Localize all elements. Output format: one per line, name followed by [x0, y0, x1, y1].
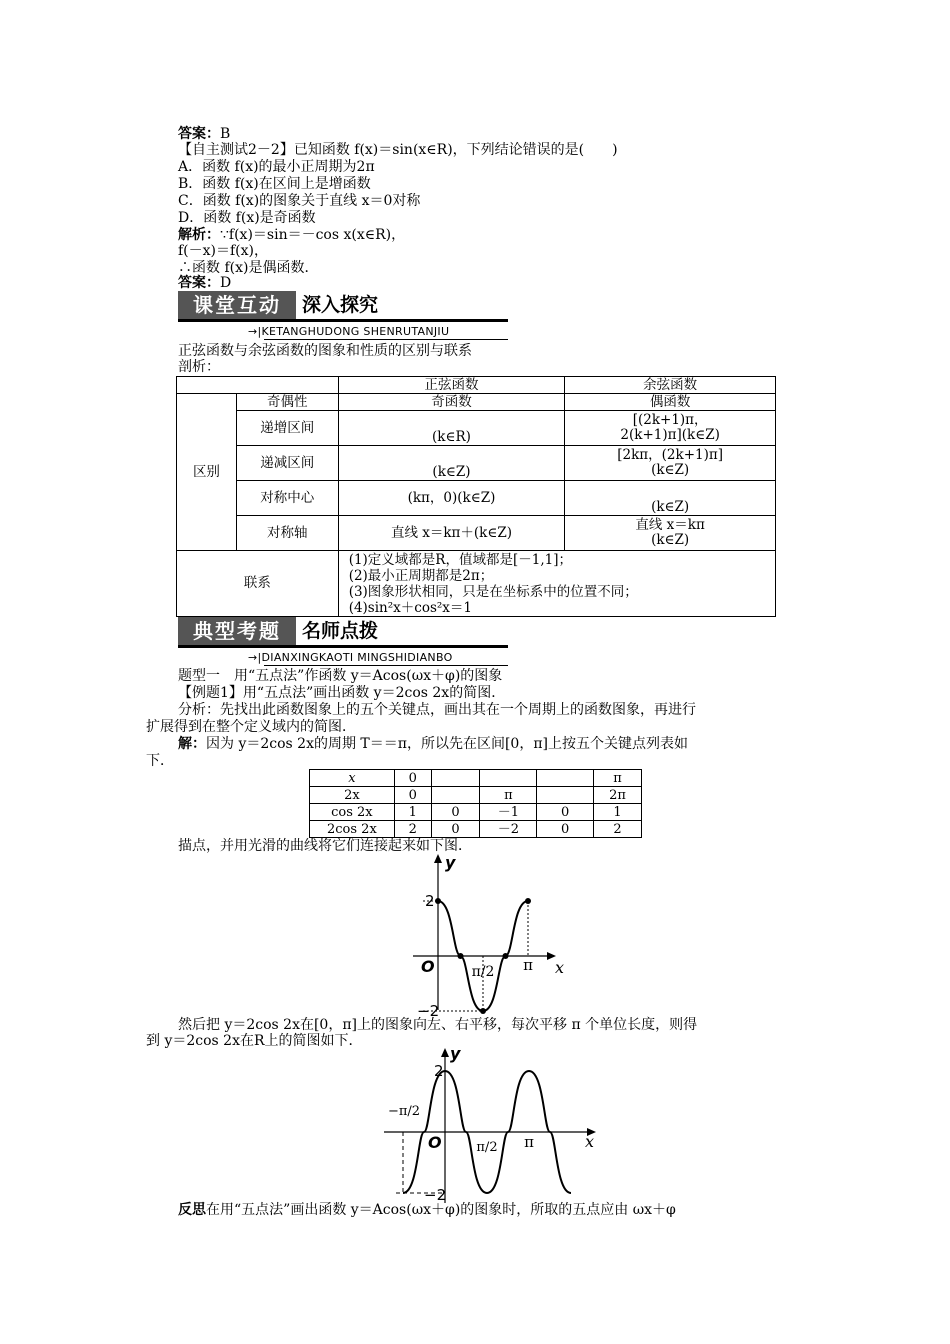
type-title: 题型一 用“五点法”作函数 y＝Acos(ωx＋φ)的图象 [178, 668, 503, 684]
table-cell [431, 770, 480, 787]
sin-cell: 直线 x＝kπ＋(k∈Z) [338, 516, 565, 551]
table-cell: 2cos 2x [310, 821, 395, 838]
table-cell [537, 787, 594, 804]
table-cell [431, 787, 480, 804]
table-cell: －1 [480, 804, 537, 821]
table-cell: 0 [537, 804, 594, 821]
tick-pi: π [524, 1133, 534, 1151]
table-cell: 2x [310, 787, 395, 804]
tick-pi: π [523, 956, 533, 974]
cos-cell-line: (k∈Z) [651, 462, 690, 478]
cos-cell-line: 直线 x＝kπ [635, 517, 705, 533]
link-label: 联系 [177, 551, 339, 617]
row-name: 递减区间 [236, 446, 338, 481]
y-axis-arrow [434, 854, 442, 863]
table-cell: cos 2x [310, 804, 395, 821]
solution-2: 下． [146, 753, 174, 769]
section-title: 正弦函数与余弦函数的图象和性质的区别与联系 [178, 343, 472, 359]
analysis-2: 扩展得到在整个定义域内的简图． [146, 719, 356, 735]
row-name: 奇偶性 [236, 394, 338, 411]
banner-subtitle: →|KETANGHUDONG SHENRUTANJIU [248, 325, 450, 338]
tick-pi-half: π/2 [476, 1140, 498, 1155]
banner-dark-label: 课堂互动 [178, 291, 296, 319]
origin-label: O [428, 1133, 442, 1152]
solution-1 [178, 736, 688, 752]
table-cell: π [480, 787, 537, 804]
answer-value: B [220, 126, 231, 142]
option-d: D．函数 f(x)是奇函数 [178, 210, 316, 226]
banner-light-label: 名师点拨 [302, 620, 379, 642]
tick-2: 2 [425, 892, 435, 910]
link-line: (1)定义域都是R，值域都是[－1,1]； [348, 551, 572, 568]
table-row [310, 821, 642, 838]
cos-cell [565, 411, 776, 446]
x-label: x [555, 958, 565, 977]
table-cell: x [310, 770, 395, 787]
section-banner-typical [178, 617, 508, 664]
tick-pi-half: π/2 [471, 964, 495, 980]
y-label: y [450, 1044, 461, 1063]
cos-cell-line: (k∈Z) [651, 532, 690, 548]
answer-value-2: D [220, 275, 232, 291]
answer-line-2 [178, 275, 231, 291]
table-cell: 0 [394, 770, 431, 787]
table-cell: 0 [431, 804, 480, 821]
link-line: (3)图象形状相同，只是在坐标系中的位置不同； [348, 583, 638, 600]
question-head: 【自主测试2－2】已知函数 f(x)＝sin(x∈R)，下列结论错误的是( ) [178, 142, 618, 158]
cos-cell-line: [2kπ，(2k+1)π] [617, 447, 724, 463]
reflect-label: 反思 [178, 1202, 206, 1218]
reflect-text: 在用“五点法”画出函数 y＝Acos(ωx＋φ)的图象时，所取的五点应由 ωx＋φ [206, 1202, 676, 1218]
origin-label: O [421, 957, 435, 976]
analysis-label: 解析： [178, 227, 220, 243]
answer-label: 答案： [178, 126, 220, 142]
table-cell: －2 [480, 821, 537, 838]
table-row [177, 481, 776, 516]
option-b: B．函数 f(x)在区间上是增函数 [178, 176, 371, 192]
table-row [310, 770, 642, 787]
table-cell [177, 377, 339, 394]
y-label: y [445, 853, 456, 872]
table-cell: 2 [394, 821, 431, 838]
link-line: (4)sin²x＋cos²x＝1 [348, 599, 473, 616]
analysis-line-3: ∴函数 f(x)是偶函数． [178, 260, 319, 276]
analysis-1: 分析：先找出此函数图象上的五个关键点，画出其在一个周期上的函数图象，再进行 [178, 702, 696, 718]
cos-cell [565, 516, 776, 551]
tick-neg2: −2 [424, 1186, 447, 1204]
cos-cell-line: [(2k+1)π， [632, 412, 708, 428]
answer-line-1 [178, 126, 230, 142]
banner-subrule [264, 339, 508, 340]
x-label: x [585, 1132, 595, 1151]
key-point [480, 1008, 486, 1014]
shift-text-2: 到 y＝2cos 2x在R上的简图如下． [146, 1033, 363, 1049]
banner-subtitle: →|DIANXINGKAOTI MINGSHIDIANBO [248, 651, 453, 664]
option-c: C．函数 f(x)的图象关于直线 x＝0对称 [178, 193, 421, 209]
example-title: 【例题1】用“五点法”画出函数 y＝2cos 2x的简图． [178, 685, 506, 701]
head-cos: 余弦函数 [565, 377, 776, 394]
analysis-line-1 [178, 227, 405, 243]
table-row [177, 411, 776, 446]
table-cell: 0 [537, 821, 594, 838]
group-label: 区别 [177, 394, 237, 551]
cos-cell [565, 446, 776, 481]
link-cell [338, 551, 775, 617]
graph-one-period [405, 850, 580, 1020]
section-analysis: 剖析： [178, 359, 220, 375]
table-cell: π [594, 770, 642, 787]
table-row [177, 551, 776, 617]
table-row [177, 377, 776, 394]
cos-cell: 偶函数 [565, 394, 776, 411]
table-cell [480, 770, 537, 787]
banner-light-label: 深入探究 [302, 294, 379, 316]
tick-neg-pi-half: −π/2 [387, 1104, 421, 1119]
solution-label: 解： [178, 736, 206, 752]
key-point [503, 953, 509, 959]
tick-neg2: −2 [417, 1002, 440, 1020]
row-name: 对称中心 [236, 481, 338, 516]
sin-cell: (k∈R) [338, 411, 565, 446]
sin-cell: 奇函数 [338, 394, 565, 411]
row-name: 递增区间 [236, 411, 338, 446]
point-table [309, 769, 642, 838]
analysis-text: ∵f(x)＝sin＝－cos x(x∈R)， [220, 227, 406, 243]
cos-cell-line: 2(k+1)π](k∈Z) [620, 427, 720, 443]
head-sin: 正弦函数 [338, 377, 565, 394]
answer-label-2: 答案： [178, 275, 220, 291]
cos-cell: (k∈Z) [565, 481, 776, 516]
table-row [177, 394, 776, 411]
banner-rule [178, 645, 508, 648]
table-row [310, 787, 642, 804]
banner-subrule [264, 665, 508, 666]
table-cell: 1 [394, 804, 431, 821]
table-cell: 2 [594, 821, 642, 838]
table-cell: 0 [431, 821, 480, 838]
table-row [177, 516, 776, 551]
graph-full-domain [378, 1043, 608, 1208]
table-row [177, 446, 776, 481]
table-cell: 0 [394, 787, 431, 804]
key-point [458, 953, 464, 959]
after-table-text: 描点，并用光滑的曲线将它们连接起来如下图． [178, 838, 472, 854]
shift-text-1: 然后把 y＝2cos 2x在[0，π]上的图象向左、右平移，每次平移 π 个单位长度，则得 [178, 1017, 698, 1033]
table-cell: 2π [594, 787, 642, 804]
tick-2: 2 [434, 1062, 444, 1080]
sin-cell: (k∈Z) [338, 446, 565, 481]
table-cell: 1 [594, 804, 642, 821]
banner-dark-label: 典型考题 [178, 617, 296, 645]
row-name: 对称轴 [236, 516, 338, 551]
table-cell [537, 770, 594, 787]
solution-text: 因为 y＝2cos 2x的周期 T＝＝π，所以先在区间[0，π]上按五个关键点列表如 [206, 736, 688, 752]
section-banner-classroom [178, 291, 508, 338]
link-line: (2)最小正周期都是2π； [348, 567, 494, 584]
key-point [525, 898, 531, 904]
compare-table [176, 376, 776, 617]
banner-rule [178, 319, 508, 322]
option-a: A．函数 f(x)的最小正周期为2π [178, 159, 375, 175]
reflect-line [178, 1202, 676, 1218]
key-point [435, 898, 441, 904]
analysis-line-2: f(－x)＝f(x)， [178, 243, 269, 259]
table-row [310, 804, 642, 821]
sin-cell: (kπ，0)(k∈Z) [338, 481, 565, 516]
y-axis-arrow [441, 1048, 449, 1057]
